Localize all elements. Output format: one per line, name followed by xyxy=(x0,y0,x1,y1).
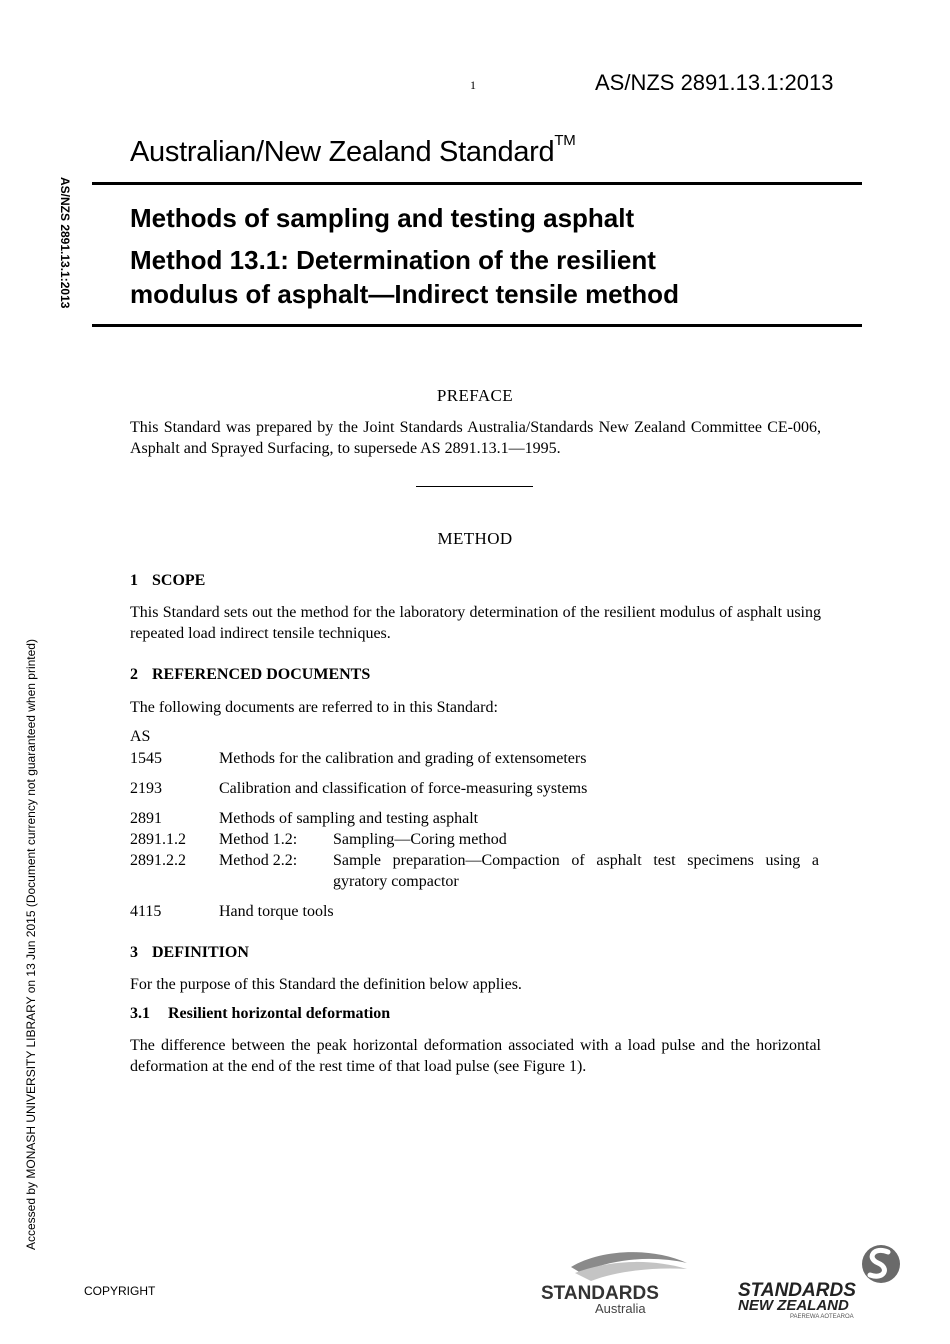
subsection-number: 3.1 xyxy=(130,1005,150,1022)
section-title: REFERENCED DOCUMENTS xyxy=(152,666,371,683)
referenced-documents-intro: The following documents are referred to in this Standard: xyxy=(130,699,498,716)
method-title-line-1: Method 13.1: Determination of the resilient xyxy=(130,245,656,275)
definition-heading xyxy=(130,944,249,962)
reference-code: 2891 xyxy=(130,810,162,827)
title-rule-top xyxy=(92,182,862,185)
reference-title: Sample preparation—Compaction of asphalt test specimens using a gyratory compactor xyxy=(333,852,819,890)
logo-text: Australia xyxy=(595,1301,646,1316)
page-number: 1 xyxy=(470,78,476,92)
reference-title: Hand torque tools xyxy=(219,903,334,920)
section-number: 2 xyxy=(130,666,138,683)
standards-australia-logo xyxy=(541,1247,691,1317)
document-title: Methods of sampling and testing asphalt xyxy=(130,203,635,233)
trademark: TM xyxy=(554,132,576,149)
method-title xyxy=(130,243,679,311)
preface-heading: PREFACE xyxy=(436,386,514,405)
logo-text: STANDARDS xyxy=(541,1283,659,1304)
title-rule-bottom xyxy=(92,324,862,327)
reference-code: 1545 xyxy=(130,750,162,767)
access-note: Accessed by MONASH UNIVERSITY LIBRARY on 13 Jun 2015 (Document currency not guaranteed when printed) xyxy=(24,639,38,1250)
standards-new-zealand-logo xyxy=(736,1244,906,1320)
reference-code: 2193 xyxy=(130,780,162,797)
definition-text: The difference between the peak horizontal deformation associated with a load pulse and the horizontal deformation at the end of the rest time of that load pulse (see Figure 1). xyxy=(130,1037,821,1075)
copyright-notice: COPYRIGHT xyxy=(84,1284,156,1298)
logo-text: STANDARDS xyxy=(738,1280,856,1301)
section-number: 1 xyxy=(130,572,138,589)
reference-title: Sampling—Coring method xyxy=(333,831,507,848)
section-title: DEFINITION xyxy=(152,944,249,961)
document-code: AS/NZS 2891.13.1:2013 xyxy=(595,70,834,95)
reference-title: Methods of sampling and testing asphalt xyxy=(219,810,479,827)
standard-type-text: Australian/New Zealand Standard xyxy=(130,136,555,168)
scope-text: This Standard sets out the method for the laboratory determination of the resilient modulus of asphalt using repeated load indirect tensile techniques. xyxy=(130,604,821,642)
subsection-title: Resilient horizontal deformation xyxy=(168,1005,391,1022)
reference-series: AS xyxy=(130,728,151,745)
subsection-heading xyxy=(130,1005,390,1023)
method-title-line-2: modulus of asphalt—Indirect tensile method xyxy=(130,279,679,309)
side-document-code: AS/NZS 2891.13.1:2013 xyxy=(58,177,72,309)
logo-text: PAEREWA AOTEAROA xyxy=(790,1314,854,1320)
reference-title: Methods for the calibration and grading of extensometers xyxy=(219,750,587,767)
reference-method: Method 1.2: xyxy=(219,831,298,848)
section-separator xyxy=(416,486,533,487)
standard-type xyxy=(130,132,576,169)
section-title: SCOPE xyxy=(152,572,206,589)
section-number: 3 xyxy=(130,944,138,961)
method-heading: METHOD xyxy=(437,529,513,548)
reference-code: 2891.2.2 xyxy=(130,852,186,869)
definition-intro: For the purpose of this Standard the definition below applies. xyxy=(130,976,522,993)
referenced-documents-heading xyxy=(130,666,370,684)
scope-heading xyxy=(130,572,205,590)
reference-method: Method 2.2: xyxy=(219,852,298,869)
reference-code: 4115 xyxy=(130,903,162,920)
preface-text: This Standard was prepared by the Joint Standards Australia/Standards New Zealand Committee CE-006, Asphalt and Sprayed Surfacing, to supersede AS 2891.13.1—1995. xyxy=(130,419,821,457)
logo-text: NEW ZEALAND xyxy=(738,1297,849,1314)
reference-code: 2891.1.2 xyxy=(130,831,186,848)
reference-title: Calibration and classification of force-measuring systems xyxy=(219,780,588,797)
